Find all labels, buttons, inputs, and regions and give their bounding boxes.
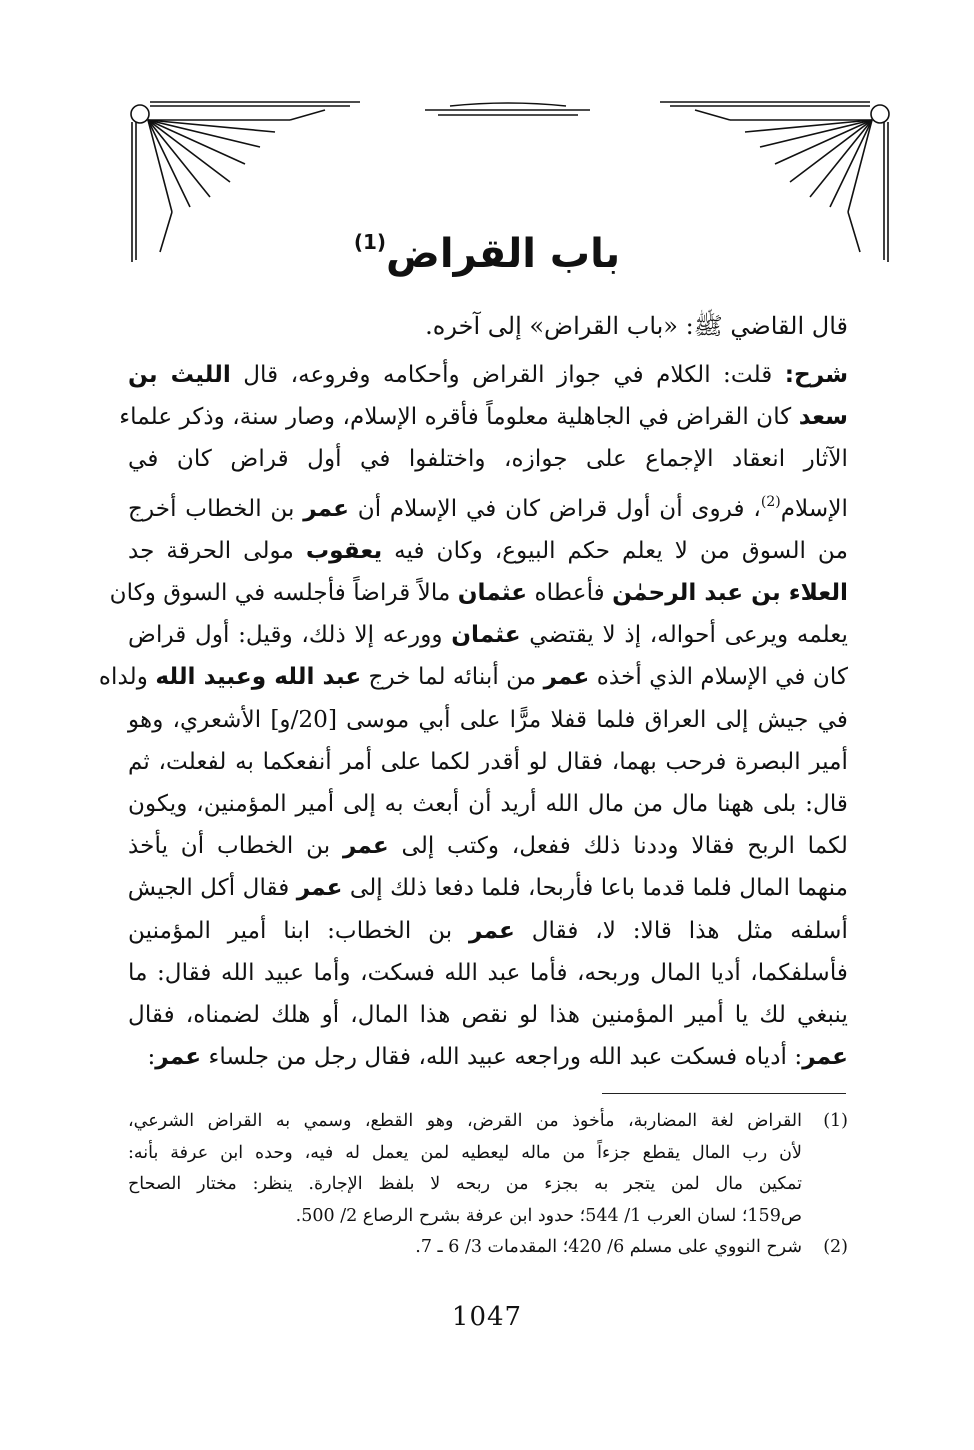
body-line: الآثار انعقاد الإجماع على جوازه، واختلفوا في أول قراض كان في (128, 445, 848, 473)
body-line: فأسلفكما، أديا المال وربحه، فأما عبد الله فسكت، وأما عبيد الله فقال: ما (128, 958, 848, 986)
footnote-text (128, 1106, 802, 1232)
body-line: في جيش إلى العراق فلما قفلا مرًّا على أبي موسى [20/و] الأشعري، وهو (128, 705, 848, 733)
body-line: شرح: قلت: الكلام في جواز القراض وأحكامه وفروعه، قال الليث بن (128, 361, 848, 388)
footnote-line: تمكين مال لمن يتجر به بجزء من ربحه لا بلفظ الإجارة. ينظر: مختار الصحاح (128, 1174, 802, 1194)
page-number: 1047 (451, 1302, 523, 1332)
body-line: منهما المال فلما قدما باعا فأربحا، فلما دفعا ذلك إلى عمر فقال أكل الجيش (127, 874, 848, 902)
footnote-line: لأن رب المال يقطع جزءاً من ماله ليعطيه لمن يعمل له فيه، وحده ابن عرفة بأنه: (128, 1142, 802, 1163)
footnote-1 (128, 1106, 848, 1232)
sharh-label: شرح: (784, 361, 848, 388)
footnote-line: القراض لغة المضاربة، مأخوذ من القرض، وهو القطع، وسمي به القراض الشرعي، (128, 1111, 802, 1131)
footnote-number: (2) (823, 1237, 848, 1257)
chapter-title: باب القراض$^{(1)}$ (353, 230, 621, 277)
body-line: العلاء بن عبد الرحمٰن فأعطاه عثمان مالاً قراضاً فأجلسه في السوق وكان (109, 579, 848, 607)
commentary-body (98, 354, 848, 1078)
body-line: أسلفه مثل هذا قالا: لا، فقال عمر بن الخطاب: ابنا أمير المؤمنين (128, 916, 848, 944)
footnotes (128, 1106, 848, 1264)
body-line: أمير البصرة فرحب بهما، فقال لو أقدر لكما على أمر أنفعكما به لفعلت، ثم (128, 747, 848, 775)
footnote-separator (602, 1093, 846, 1094)
body-line: الإسلام$^{(2)}$، فروى أن أول قراض كان في الإسلام أن عمر بن الخطاب أخرج (128, 493, 848, 522)
body-line: ينبغي لك يا أمير المؤمنين هذا لو نقص هذا المال، أو هلك لضمناه، فقال (128, 1001, 848, 1029)
center-ornament (425, 103, 590, 115)
body-line: قال: بلى ههنا مال من مال الله أريد أن أبعث به إلى أمير المؤمنين، ويكون (128, 790, 848, 818)
footnote-line: ص159؛ لسان العرب 1/ 544؛ حدود ابن عرفة بشرح الرصاع 2/ 500. (295, 1205, 802, 1226)
body-line: سعد كان القراض في الجاهلية معلوماً فأقره الإسلام، وصار سنة، وذكر علماء (119, 403, 848, 431)
footnote-line: شرح النووي على مسلم 6/ 420؛ المقدمات 3/ 6 ـ 7. (415, 1237, 802, 1257)
footnote-number: (1) (823, 1111, 848, 1131)
body-line: لكما الربح فقالا وددنا ذلك ففعل، وكتب إلى عمر بن الخطاب أن يأخذ (128, 832, 848, 860)
footnote-2 (128, 1232, 848, 1264)
footnote-text (128, 1232, 802, 1264)
body-line: كان في الإسلام الذي أخذه عمر من أبنائه لما خرج عبد الله وعبيد الله ولداه (98, 663, 848, 691)
chapter-footnote-ref: (1) (353, 230, 387, 254)
intro-line: قال القاضي ﷺ: «باب القراض» إلى آخره. (425, 312, 848, 340)
body-line: يعلمه ويرعى أحواله، إذ لا يقتضي عثمان وورعه إلا ذلك، وقيل: أول قراض (128, 621, 848, 649)
body-line: من السوق من لا يعلم حكم البيوع، وكان فيه يعقوب مولى الحرقة جد (128, 536, 848, 564)
body-line: عمر: أدياه فسكت عبد الله وراجعه عبيد الله، فقال رجل من جلساء عمر: (147, 1043, 848, 1071)
